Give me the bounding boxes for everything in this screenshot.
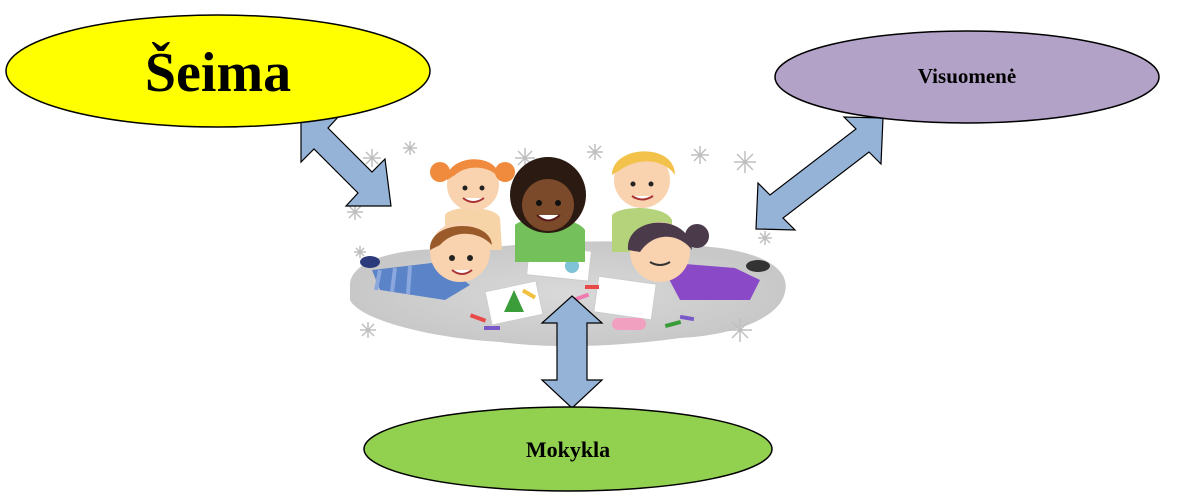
- node-mokykla: [364, 407, 772, 491]
- crayon: [484, 326, 500, 330]
- label-mokykla: Mokykla: [525, 437, 611, 462]
- pencil-case: [612, 318, 646, 330]
- label-seima: Šeima: [144, 42, 292, 104]
- node-seima: [6, 15, 430, 127]
- double-arrow-seima: [301, 115, 391, 206]
- double-arrow-visuomene: [756, 117, 883, 230]
- node-visuomene: [775, 31, 1159, 123]
- drawing-paper: [594, 276, 656, 320]
- label-visuomene: Visuomenė: [917, 64, 1017, 88]
- child-figure: [510, 157, 586, 262]
- crayon: [585, 285, 599, 289]
